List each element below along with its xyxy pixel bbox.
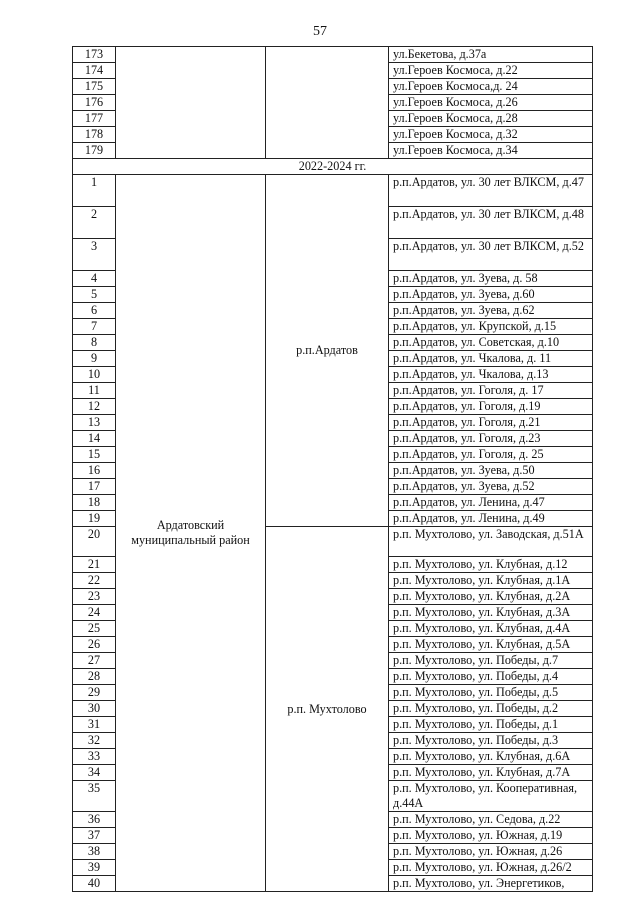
address-cell: р.п. Мухтолово, ул. Южная, д.19 — [389, 828, 593, 844]
table-row — [73, 47, 593, 63]
address-cell: р.п. Мухтолово, ул. Седова, д.22 — [389, 812, 593, 828]
period-row — [73, 159, 593, 175]
address-cell: р.п. Мухтолово, ул. Клубная, д.12 — [389, 557, 593, 573]
row-number: 11 — [73, 383, 116, 399]
row-number: 177 — [73, 111, 116, 127]
row-number: 24 — [73, 605, 116, 621]
row-number: 3 — [73, 239, 116, 271]
address-cell: ул.Бекетова, д.37а — [389, 47, 593, 63]
address-cell: ул.Героев Космоса, д.28 — [389, 111, 593, 127]
district-cell: Ардатовский муниципальный район — [116, 175, 266, 892]
row-number: 35 — [73, 781, 116, 812]
housing-table — [72, 46, 593, 892]
row-number: 7 — [73, 319, 116, 335]
address-cell: р.п. Мухтолово, ул. Энергетиков, — [389, 876, 593, 892]
address-cell: р.п.Ардатов, ул. Чкалова, д.13 — [389, 367, 593, 383]
address-cell: р.п. Мухтолово, ул. Победы, д.4 — [389, 669, 593, 685]
row-number: 33 — [73, 749, 116, 765]
page-number: 57 — [313, 24, 327, 39]
row-number: 17 — [73, 479, 116, 495]
row-number: 31 — [73, 717, 116, 733]
address-cell: ул.Героев Космоса,д. 24 — [389, 79, 593, 95]
address-cell: р.п. Мухтолово, ул. Победы, д.2 — [389, 701, 593, 717]
row-number: 37 — [73, 828, 116, 844]
address-cell: р.п.Ардатов, ул. 30 лет ВЛКСМ, д.48 — [389, 207, 593, 239]
row-number: 179 — [73, 143, 116, 159]
row-number: 10 — [73, 367, 116, 383]
address-cell: р.п. Мухтолово, ул. Победы, д.5 — [389, 685, 593, 701]
address-cell: р.п. Мухтолово, ул. Победы, д.7 — [389, 653, 593, 669]
row-number: 27 — [73, 653, 116, 669]
address-cell: р.п. Мухтолово, ул. Победы, д.3 — [389, 733, 593, 749]
row-number: 5 — [73, 287, 116, 303]
address-cell: р.п.Ардатов, ул. Зуева, д.60 — [389, 287, 593, 303]
row-number: 6 — [73, 303, 116, 319]
address-cell: ул.Героев Космоса, д.22 — [389, 63, 593, 79]
address-cell: р.п.Ардатов, ул. Зуева, д. 58 — [389, 271, 593, 287]
address-cell: р.п.Ардатов, ул. Гоголя, д. 17 — [389, 383, 593, 399]
settlement-cell-mukhtolovo: р.п. Мухтолово — [266, 527, 389, 892]
address-cell: ул.Героев Космоса, д.26 — [389, 95, 593, 111]
row-number: 26 — [73, 637, 116, 653]
row-number: 14 — [73, 431, 116, 447]
row-number: 19 — [73, 511, 116, 527]
row-number: 38 — [73, 844, 116, 860]
address-cell: р.п. Мухтолово, ул. Клубная, д.7А — [389, 765, 593, 781]
row-number: 4 — [73, 271, 116, 287]
row-number: 29 — [73, 685, 116, 701]
row-number: 174 — [73, 63, 116, 79]
settlement-cell-ardatov: р.п.Ардатов — [266, 175, 389, 527]
address-cell: р.п.Ардатов, ул. Зуева, д.50 — [389, 463, 593, 479]
row-number: 176 — [73, 95, 116, 111]
address-cell: р.п.Ардатов, ул. Зуева, д.62 — [389, 303, 593, 319]
address-cell: р.п. Мухтолово, ул. Клубная, д.6А — [389, 749, 593, 765]
address-cell: р.п.Ардатов, ул. Гоголя, д.19 — [389, 399, 593, 415]
row-number: 173 — [73, 47, 116, 63]
table-row — [73, 175, 593, 207]
address-cell: р.п.Ардатов, ул. Крупской, д.15 — [389, 319, 593, 335]
address-cell: р.п. Мухтолово, ул. Клубная, д.4А — [389, 621, 593, 637]
row-number: 15 — [73, 447, 116, 463]
row-number: 18 — [73, 495, 116, 511]
address-cell: р.п. Мухтолово, ул. Клубная, д.5А — [389, 637, 593, 653]
row-number: 178 — [73, 127, 116, 143]
address-cell: р.п.Ардатов, ул. Гоголя, д. 25 — [389, 447, 593, 463]
address-cell: р.п.Ардатов, ул. 30 лет ВЛКСМ, д.47 — [389, 175, 593, 207]
row-number: 30 — [73, 701, 116, 717]
address-cell: р.п. Мухтолово, ул. Клубная, д.2А — [389, 589, 593, 605]
address-cell: р.п.Ардатов, ул. Гоголя, д.21 — [389, 415, 593, 431]
address-cell: р.п. Мухтолово, ул. Победы, д.1 — [389, 717, 593, 733]
row-number: 28 — [73, 669, 116, 685]
address-cell: р.п. Мухтолово, ул. Клубная, д.1А — [389, 573, 593, 589]
address-cell: р.п. Мухтолово, ул. Заводская, д.51А — [389, 527, 593, 557]
row-number: 32 — [73, 733, 116, 749]
settlement-cell-empty — [266, 47, 389, 159]
row-number: 34 — [73, 765, 116, 781]
address-cell: р.п.Ардатов, ул. 30 лет ВЛКСМ, д.52 — [389, 239, 593, 271]
row-number: 23 — [73, 589, 116, 605]
address-cell: ул.Героев Космоса, д.32 — [389, 127, 593, 143]
address-cell: р.п. Мухтолово, ул. Южная, д.26 — [389, 844, 593, 860]
address-cell: р.п. Мухтолово, ул. Клубная, д.3А — [389, 605, 593, 621]
row-number: 175 — [73, 79, 116, 95]
row-number: 25 — [73, 621, 116, 637]
row-number: 2 — [73, 207, 116, 239]
address-cell: р.п. Мухтолово, ул. Кооперативная, д.44А — [389, 781, 593, 812]
row-number: 8 — [73, 335, 116, 351]
row-number: 12 — [73, 399, 116, 415]
row-number: 22 — [73, 573, 116, 589]
address-cell: р.п. Мухтолово, ул. Южная, д.26/2 — [389, 860, 593, 876]
row-number: 16 — [73, 463, 116, 479]
row-number: 36 — [73, 812, 116, 828]
row-number: 9 — [73, 351, 116, 367]
row-number: 1 — [73, 175, 116, 207]
row-number: 21 — [73, 557, 116, 573]
address-cell: ул.Героев Космоса, д.34 — [389, 143, 593, 159]
address-cell: р.п.Ардатов, ул. Ленина, д.49 — [389, 511, 593, 527]
row-number: 39 — [73, 860, 116, 876]
row-number: 13 — [73, 415, 116, 431]
address-cell: р.п.Ардатов, ул. Чкалова, д. 11 — [389, 351, 593, 367]
row-number: 20 — [73, 527, 116, 557]
address-cell: р.п.Ардатов, ул. Гоголя, д.23 — [389, 431, 593, 447]
address-cell: р.п.Ардатов, ул. Ленина, д.47 — [389, 495, 593, 511]
address-cell: р.п.Ардатов, ул. Советская, д.10 — [389, 335, 593, 351]
district-cell-empty — [116, 47, 266, 159]
period-heading: 2022-2024 гг. — [73, 159, 593, 175]
address-cell: р.п.Ардатов, ул. Зуева, д.52 — [389, 479, 593, 495]
row-number: 40 — [73, 876, 116, 892]
